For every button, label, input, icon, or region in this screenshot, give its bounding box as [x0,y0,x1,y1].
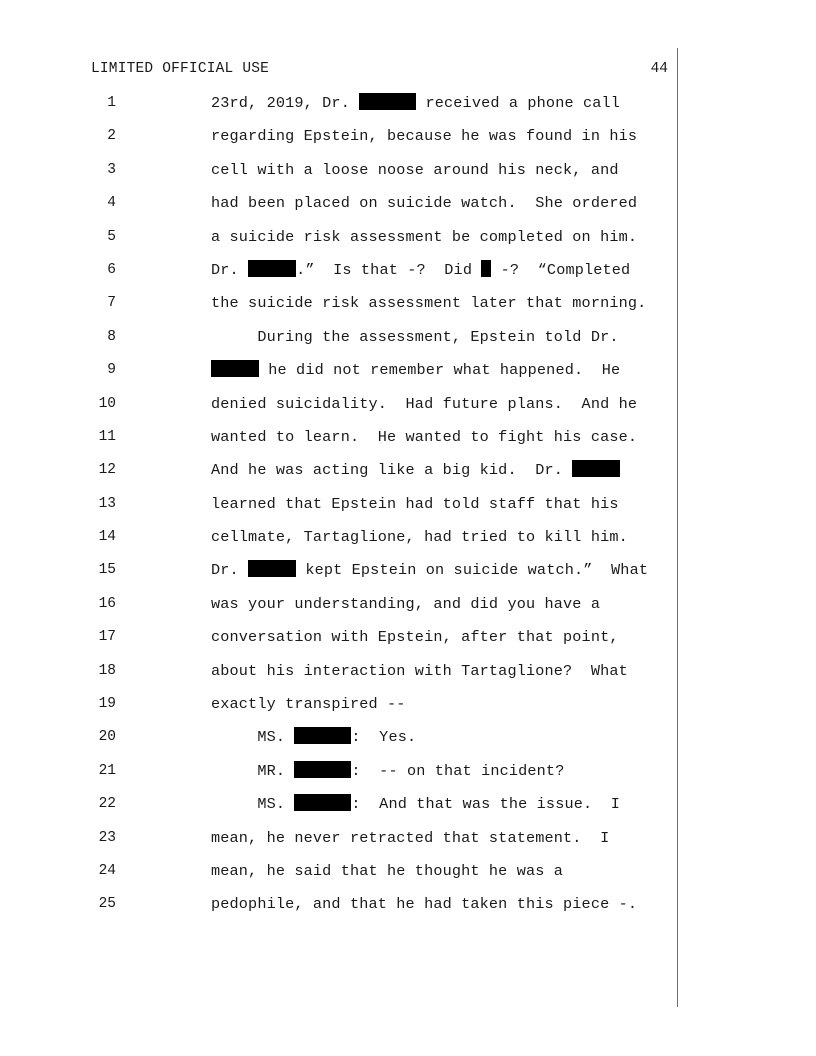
classification-header: LIMITED OFFICIAL USE [91,61,270,77]
line-number: 20 [98,729,116,746]
line-text: mean, he never retracted that statement. I [211,828,610,847]
line-number: 19 [98,696,116,713]
line-text: about his interaction with Tartaglione? What [211,661,628,680]
transcript-line [0,260,680,293]
transcript-line [0,661,680,694]
transcript-body [0,93,680,928]
line-text: conversation with Epstein, after that point, [211,628,619,647]
redaction-block [294,794,351,811]
line-text: mean, he said that he thought he was a [211,861,564,880]
line-text: had been placed on suicide watch. She ordered [211,194,638,213]
line-number: 18 [98,662,116,679]
line-number: 21 [98,762,116,779]
transcript-line [0,394,680,427]
line-text: cellmate, Tartaglione, had tried to kill him. [211,528,628,547]
transcript-line [0,694,680,727]
line-number: 3 [107,161,116,178]
line-text: pedophile, and that he had taken this piece -. [211,895,638,914]
redaction-block [294,761,351,778]
line-number: 9 [107,362,116,379]
transcript-line [0,360,680,393]
line-text: During the assessment, Epstein told Dr. [211,327,619,346]
transcript-line [0,427,680,460]
transcript-line [0,227,680,260]
line-number: 14 [98,529,116,546]
transcript-line [0,327,680,360]
transcript-line [0,560,680,593]
line-number: 4 [107,195,116,212]
transcript-line [0,794,680,827]
line-text: 23rd, 2019, Dr. received a phone call [211,94,621,112]
transcript-line [0,861,680,894]
line-number: 11 [98,428,116,445]
line-number: 15 [98,562,116,579]
line-text: learned that Epstein had told staff that his [211,494,619,513]
line-number: 5 [107,228,116,245]
transcript-line [0,828,680,861]
redaction-block [248,260,296,277]
line-number: 22 [98,796,116,813]
line-text: he did not remember what happened. He [211,360,620,380]
transcript-line [0,627,680,660]
redaction-block [359,93,416,110]
line-number: 10 [98,395,116,412]
line-text: the suicide risk assessment later that morning. [211,294,647,313]
transcript-line [0,160,680,193]
line-number: 17 [98,629,116,646]
line-number: 16 [98,595,116,612]
line-text: Dr. kept Epstein on suicide watch.” What [211,561,649,580]
line-number: 2 [107,128,116,145]
transcript-line [0,126,680,159]
line-text: And he was acting like a big kid. Dr. [211,460,620,480]
line-text: Dr. .” Is that -? Did -? “Completed [211,260,631,279]
line-text: MS. : And that was the issue. I [211,795,621,814]
transcript-line [0,727,680,760]
line-number: 24 [98,862,116,879]
redaction-block [248,560,296,577]
redaction-block [294,727,351,744]
line-number: 23 [98,829,116,846]
transcript-line [0,293,680,326]
line-number: 12 [98,462,116,479]
line-number: 8 [107,328,116,345]
line-number: 6 [107,261,116,278]
line-text: exactly transpired -- [211,695,406,714]
transcript-line [0,894,680,927]
redaction-block [481,260,491,277]
line-number: 1 [107,95,116,111]
line-text: cell with a loose noose around his neck, and [211,160,619,179]
transcript-line [0,494,680,527]
line-number: 25 [98,896,116,913]
line-text: a suicide risk assessment be completed on him. [211,227,638,246]
line-text: regarding Epstein, because he was found in his [211,127,638,146]
line-text: denied suicidality. Had future plans. And he [211,394,638,413]
line-text: MR. : -- on that incident? [211,761,565,780]
line-number: 7 [107,295,116,312]
line-text: MS. : Yes. [211,728,417,747]
page-number: 44 [650,61,668,77]
transcript-line [0,93,680,126]
line-text: wanted to learn. He wanted to fight his case. [211,427,638,446]
line-text: was your understanding, and did you have a [211,594,601,613]
transcript-line [0,761,680,794]
line-number: 13 [98,495,116,512]
transcript-line [0,193,680,226]
transcript-line [0,460,680,493]
redaction-block [572,460,620,477]
redaction-block [211,360,259,377]
transcript-line [0,594,680,627]
transcript-line [0,527,680,560]
